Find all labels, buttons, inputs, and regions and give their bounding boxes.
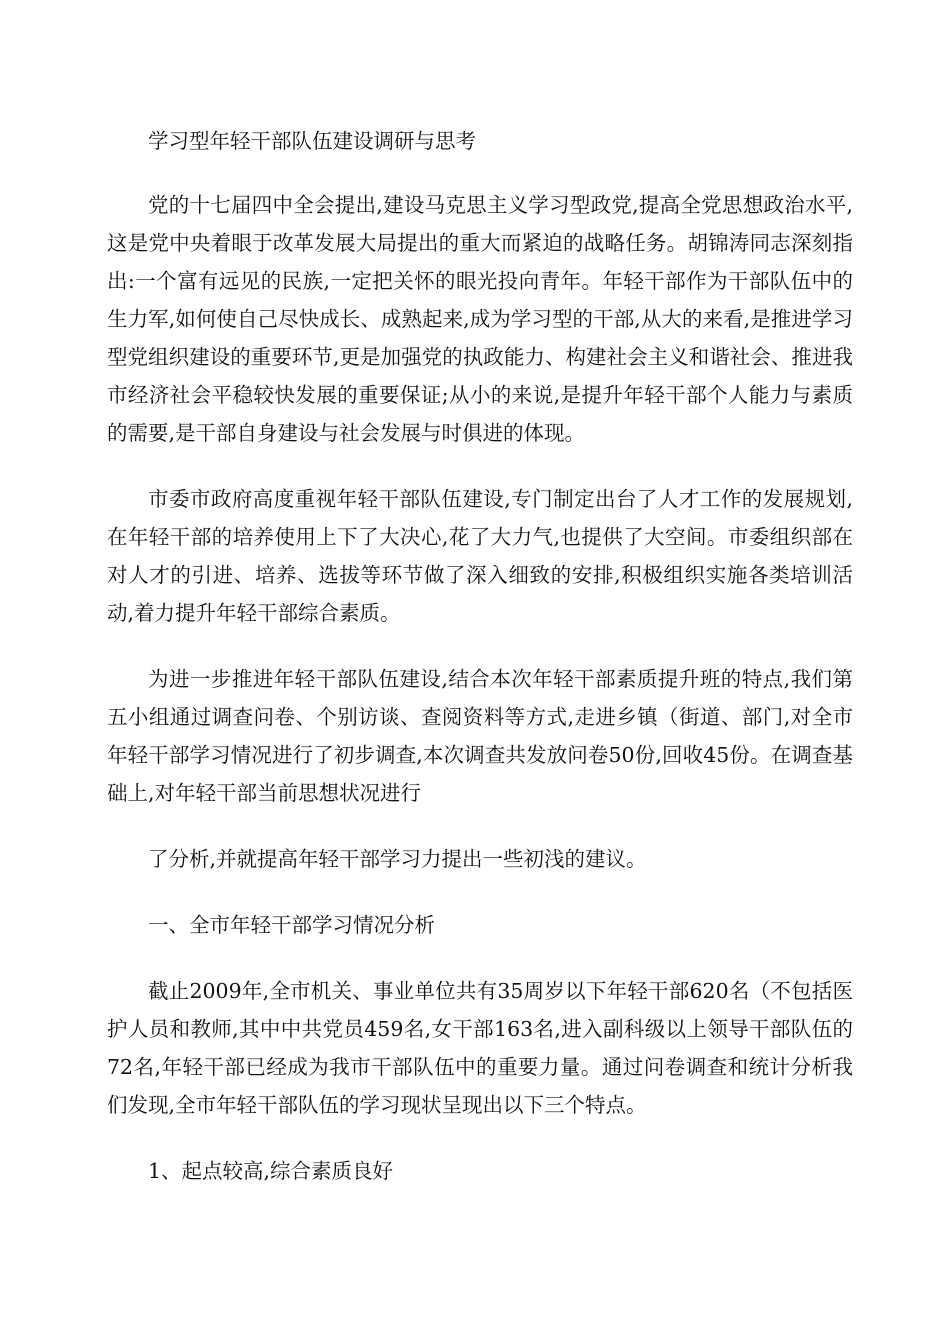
document-body — [107, 122, 853, 1218]
document-title: 学习型年轻干部队伍建设调研与思考 — [148, 129, 476, 153]
section-heading-1: 一、全市年轻干部学习情况分析 — [148, 913, 435, 937]
paragraph-survey-method: 为进一步推进年轻干部队伍建设,结合本次年轻干部素质提升班的特点,我们第五小组通过调查问卷、个别访谈、查阅资料等方式,走进乡镇（街道、部门,对全市年轻干部学习情况进行了初步调查,本次调查共发放问卷50份,回收45份。在调查基础上,对年轻干部当前思想状况进行 — [107, 667, 853, 805]
paragraph-intro: 党的十七届四中全会提出,建设马克思主义学习型政党,提高全党思想政治水平,这是党中央着眼于改革发展大局提出的重大而紧迫的战略任务。胡锦涛同志深刻指出:一个富有远见的民族,一定把关怀的眼光投向青年。年轻干部作为干部队伍中的生力军,如何使自己尽快成长、成熟起来,成为学习型的干部,从大的来看,是推进学习型党组织建设的重要环节,更是加强党的执政能力、构建社会主义和谐社会、推进我市经济社会平稳较快发展的重要保证;从小的来说,是提升年轻干部个人能力与素质的需要,是干部自身建设与社会发展与时俱进的体现。 — [107, 193, 853, 445]
paragraph-statistics: 截止2009年,全市机关、事业单位共有35周岁以下年轻干部620名（不包括医护人员和教师,其中中共党员459名,女干部163名,进入副科级以上领导干部队伍的72名,年轻干部已经成为我市干部队伍中的重要力量。通过问卷调查和统计分析我们发现,全市年轻干部队伍的学习现状呈现出以下三个特点。 — [107, 979, 853, 1117]
paragraph-analysis-continuation: 了分析,并就提高年轻干部学习力提出一些初浅的建议。 — [148, 847, 647, 871]
paragraph-municipal-support: 市委市政府高度重视年轻干部队伍建设,专门制定出台了人才工作的发展规划,在年轻干部的培养使用上下了大决心,花了大力气,也提供了大空间。市委组织部在对人才的引进、培养、选拔等环节做了深入细致的安排,积极组织实施各类培训活动,着力提升年轻干部综合素质。 — [107, 487, 853, 625]
subsection-heading-1: 1、起点较高,综合素质良好 — [148, 1159, 394, 1183]
